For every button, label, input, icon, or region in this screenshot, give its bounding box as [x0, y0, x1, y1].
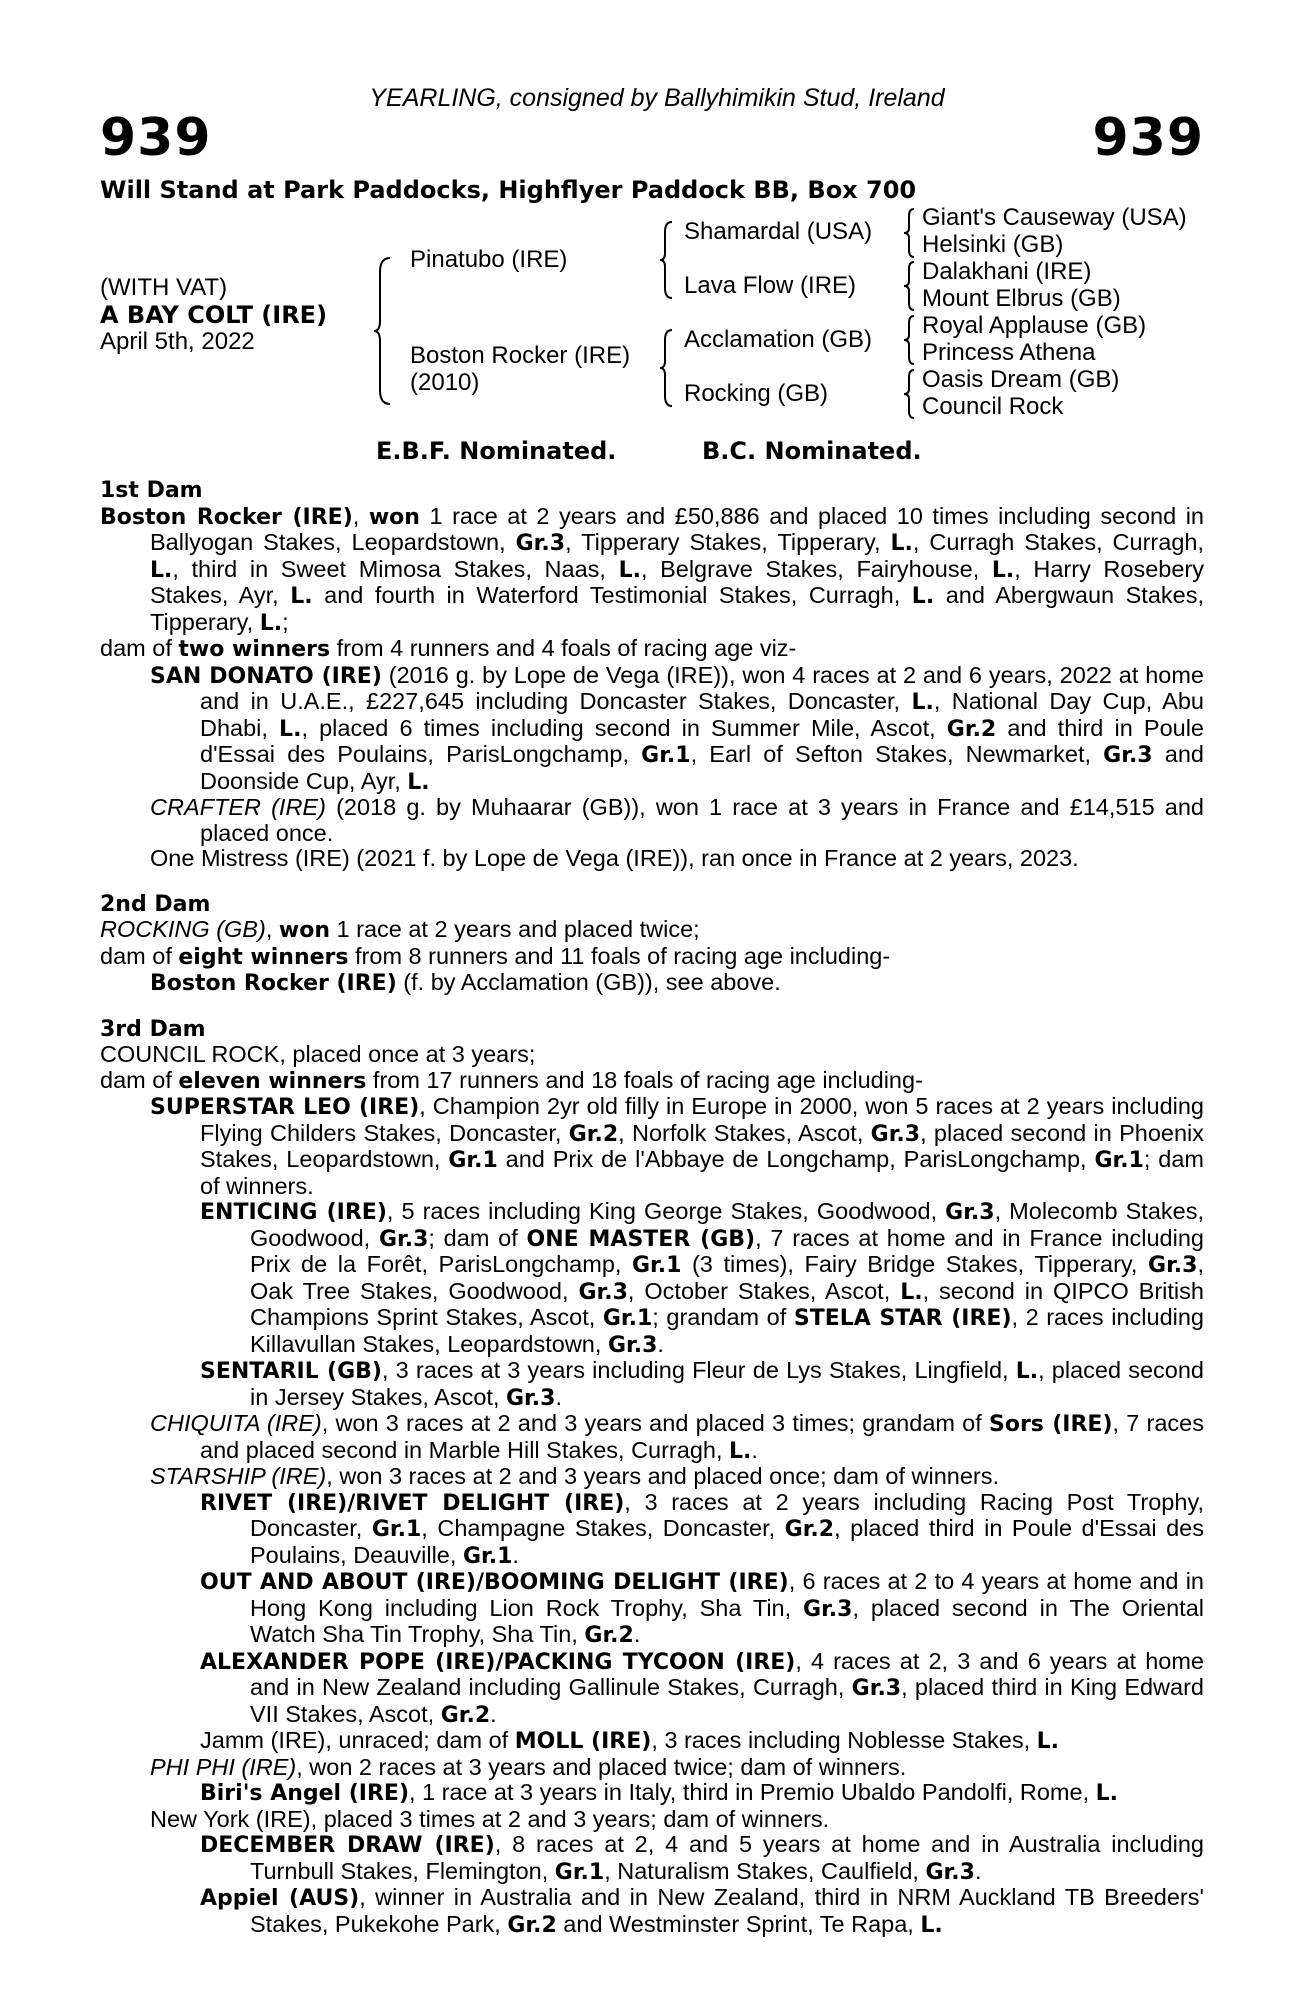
text: , third in Sweet Mimosa Stakes, Naas, — [172, 555, 619, 582]
text: , placed second in Phoenix Stakes, Leopardstown, — [200, 1119, 1204, 1172]
pedigree-entry — [100, 1885, 1204, 1938]
bold-text: Gr.3 — [578, 1279, 628, 1305]
bold-text: Gr.3 — [506, 1385, 556, 1411]
bold-text: Gr.3 — [803, 1596, 853, 1622]
text: ; grandam of — [652, 1304, 794, 1330]
dam-sire: Acclamation (GB) — [684, 326, 873, 353]
text: , placed 6 times including second in Summer Mile, Ascot, — [301, 714, 947, 741]
bold-text: Gr.3 — [1103, 743, 1153, 768]
bold-text: L. — [991, 557, 1015, 583]
grandsire-7: Oasis Dream (GB) — [922, 366, 1120, 393]
text: , 3 races at 3 years including Fleur de Lys Stakes, Lingfield, — [381, 1357, 1016, 1383]
bold-text: L. — [911, 690, 934, 715]
bold-text: Sors (IRE) — [989, 1412, 1113, 1437]
text: dam of — [100, 942, 179, 969]
bold-text: L. — [290, 584, 313, 609]
bold-text: SAN DONATO (IRE) — [150, 663, 382, 689]
text: , Champagne Stakes, Doncaster, — [421, 1515, 785, 1541]
text: , 1 race at 3 years in Italy, third in Premio Ubaldo Pandolfi, Rome, — [409, 1779, 1096, 1805]
bold-text: Boston Rocker (IRE) — [150, 971, 397, 996]
pedigree-entry — [100, 1358, 1204, 1411]
text: , Oak Tree Stakes, Goodwood, — [250, 1251, 1204, 1304]
italic-text: STARSHIP (IRE) — [150, 1463, 327, 1489]
text: , winner in Australia and in New Zealand, third in NRM Auckland TB Breeders' Stakes, Pukekohe Park, — [250, 1884, 1204, 1937]
bold-text: Gr.1 — [371, 1517, 422, 1542]
pedigree-entry — [100, 1094, 1204, 1199]
pedigree-entry — [100, 1755, 1204, 1781]
grandsire-1: Giant's Causeway (USA) — [922, 204, 1187, 231]
italic-text: CHIQUITA (IRE) — [150, 1410, 322, 1436]
pedigree-brace-g4 — [902, 368, 918, 420]
text: , 8 races at 2, 4 and 5 years at home and in Australia including Turnbull Stakes, Flemington, — [250, 1831, 1205, 1884]
text: , Molecomb Stakes, Goodwood, — [250, 1198, 1205, 1251]
ebf-nomination: E.B.F. Nominated. — [376, 437, 617, 465]
bold-text: SENTARIL (GB) — [200, 1359, 382, 1384]
bold-text: Gr.3 — [870, 1121, 921, 1147]
bold-text: Appiel (AUS) — [200, 1886, 360, 1911]
text: , Champion 2yr old filly in Europe in 2000, won 5 races at 2 years including Flying Childers Stakes, Doncaster, — [200, 1093, 1204, 1146]
pedigree-entry — [100, 944, 1204, 971]
text: COUNCIL ROCK, placed once at 3 years; — [100, 1041, 536, 1067]
text: 1 race at 2 years and £50,886 and placed 10 times including second in Ballyogan Stakes, Leopardstown, — [150, 502, 1204, 555]
text: , Curragh Stakes, Curragh, — [912, 529, 1204, 555]
text: , won 2 races at 3 years and placed twice; dam of winners. — [296, 1753, 907, 1780]
text: , — [352, 502, 369, 529]
bold-text: ENTICING (IRE) — [200, 1200, 387, 1225]
text: One Mistress (IRE) (2021 f. by Lope de Vega (IRE)), ran once in France at 2 years, 2023. — [150, 845, 1079, 871]
bold-text: Gr.2 — [946, 716, 997, 742]
pedigree-entry — [100, 1728, 1204, 1755]
bold-text: Gr.1 — [554, 1859, 605, 1885]
bold-text: ONE MASTER (GB) — [526, 1226, 756, 1252]
bold-text: DECEMBER DRAW (IRE) — [200, 1833, 495, 1858]
bold-text: Gr.1 — [641, 743, 691, 768]
text: ; — [282, 608, 289, 635]
bold-text: Gr.1 — [448, 1148, 498, 1173]
text: and fourth in Waterford Testimonial Stakes, Curragh, — [312, 582, 912, 608]
text: , Belgrave Stakes, Fairyhouse, — [640, 555, 992, 582]
pedigree-brace-dam — [658, 328, 676, 408]
bold-text: eleven winners — [178, 1068, 367, 1094]
sire-sire: Shamardal (USA) — [684, 218, 873, 245]
text: , 4 races at 2, 3 and 6 years at home and in New Zealand including Gallinule Stakes, Curragh, — [250, 1647, 1204, 1700]
text: (3 times), Fairy Bridge Stakes, Tipperary, — [681, 1251, 1149, 1277]
text: from 4 runners and 4 foals of racing age viz- — [330, 635, 797, 661]
pedigree-entry — [100, 1569, 1204, 1649]
bold-text: two winners — [178, 637, 331, 662]
bold-text: STELA STAR (IRE) — [793, 1306, 1012, 1331]
bold-text: L. — [1036, 1729, 1060, 1754]
pedigree-entry — [100, 1807, 1204, 1833]
bold-text: L. — [259, 610, 283, 636]
text: , placed second in Jersey Stakes, Ascot, — [250, 1357, 1204, 1410]
text: 1 race at 2 years and placed twice; — [329, 916, 700, 942]
italic-text: CRAFTER (IRE) — [150, 794, 326, 820]
bold-text: Gr.3 — [378, 1226, 429, 1252]
lot-number-right: 939 — [1092, 108, 1204, 168]
text: (f. by Acclamation (GB)), see above. — [396, 969, 781, 995]
text: Jamm (IRE), unraced; dam of — [200, 1727, 515, 1753]
pedigree-entry — [100, 1068, 1204, 1095]
bold-text: Gr.3 — [925, 1859, 975, 1885]
vat-label: (WITH VAT) — [100, 274, 228, 301]
text: . — [751, 1436, 758, 1463]
bold-text: ALEXANDER POPE (IRE)/PACKING TYCOON (IRE) — [200, 1649, 796, 1675]
grandsire-4: Mount Elbrus (GB) — [922, 285, 1121, 312]
bold-text: L. — [618, 557, 641, 583]
dam-dam: Rocking (GB) — [684, 380, 829, 407]
bold-text: OUT AND ABOUT (IRE)/BOOMING DELIGHT (IRE) — [200, 1570, 789, 1595]
text: , 3 races including Noblesse Stakes, — [651, 1727, 1037, 1753]
text: , placed third in King Edward VII Stakes, Ascot, — [250, 1674, 1204, 1727]
bold-text: Gr.1 — [602, 1306, 653, 1331]
grandsire-3: Dalakhani (IRE) — [922, 258, 1092, 285]
bold-text: L. — [890, 531, 913, 556]
grandsire-6: Princess Athena — [922, 339, 1096, 366]
text: , Earl of Sefton Stakes, Newmarket, — [690, 741, 1104, 767]
dam-heading: 3rd Dam — [100, 1016, 206, 1042]
text: and Doonside Cup, Ayr, — [200, 741, 1204, 794]
pedigree-entry — [100, 970, 1204, 997]
produce-record — [100, 478, 1204, 1938]
bold-text: Gr.3 — [945, 1200, 995, 1225]
bold-text: Gr.1 — [462, 1543, 513, 1569]
text: , placed third in Poule d'Essai des Poulains, Deauville, — [250, 1515, 1204, 1568]
text: . — [512, 1541, 519, 1568]
text: , won 3 races at 2 and 3 years and placed once; dam of winners. — [326, 1463, 1000, 1489]
text: , Norfolk Stakes, Ascot, — [618, 1119, 871, 1146]
text: . — [490, 1700, 497, 1727]
sire-name: Pinatubo (IRE) — [410, 246, 568, 273]
bold-text: RIVET (IRE)/RIVET DELIGHT (IRE) — [200, 1490, 625, 1516]
bold-text: L. — [150, 557, 173, 583]
grandsire-2: Helsinki (GB) — [922, 231, 1064, 258]
bold-text: Gr.3 — [607, 1332, 658, 1358]
text: , 2 races including Killavullan Stakes, Leopardstown, — [250, 1304, 1205, 1357]
bold-text: Gr.1 — [631, 1253, 682, 1278]
pedigree-brace-g1 — [902, 207, 918, 259]
text: from 8 runners and 11 foals of racing age including- — [348, 942, 891, 969]
bold-text: Gr.2 — [440, 1702, 491, 1728]
pedigree-brace-g2 — [902, 260, 918, 312]
text: , 7 races at home and in France including Prix de la Forêt, ParisLongchamp, — [250, 1224, 1204, 1277]
pedigree-entry — [100, 795, 1204, 846]
pedigree-brace-main — [372, 256, 396, 406]
bold-text: L. — [1095, 1781, 1119, 1806]
text: . — [633, 1621, 641, 1647]
pedigree-entry — [100, 1042, 1204, 1068]
pedigree-entry — [100, 1780, 1204, 1807]
text: , Harry Rosebery Stakes, Ayr, — [150, 555, 1205, 608]
bold-text: Gr.2 — [584, 1623, 634, 1648]
text: and third in Poule d'Essai des Poulains, ParisLongchamp, — [200, 714, 1204, 767]
bold-text: eight winners — [178, 944, 349, 970]
text: and Abergwaun Stakes, Tipperary, — [150, 582, 1204, 635]
text: , won 3 races at 2 and 3 years and placed 3 times; grandam of — [321, 1410, 989, 1436]
bold-text: won — [278, 918, 330, 943]
text: dam of — [100, 635, 179, 661]
text: New York (IRE), placed 3 times at 2 and 3 years; dam of winners. — [150, 1805, 830, 1832]
text: dam of — [100, 1066, 179, 1093]
text: , Naturalism Stakes, Caulfield, — [604, 1857, 926, 1884]
text: ; dam of — [428, 1224, 527, 1251]
bold-text: Gr.3 — [515, 531, 566, 556]
text: . — [657, 1330, 664, 1357]
text: , 6 races at 2 to 4 years at home and in Hong Kong including Lion Rock Trophy, Sha Tin, — [250, 1568, 1204, 1621]
bold-text: Gr.1 — [1094, 1148, 1144, 1173]
pedigree-entry — [100, 504, 1204, 637]
pedigree-entry — [100, 1649, 1204, 1729]
bold-text: Gr.3 — [851, 1676, 902, 1701]
text: , 3 races at 2 years including Racing Post Trophy, Doncaster, — [250, 1488, 1204, 1541]
bold-text: Biri's Angel (IRE) — [200, 1781, 410, 1806]
pedigree-entry — [100, 1832, 1204, 1885]
text: , — [265, 916, 279, 942]
dam-heading: 2nd Dam — [100, 891, 211, 917]
bold-text: won — [368, 504, 420, 530]
bold-text: Gr.2 — [568, 1121, 619, 1147]
bold-text: SUPERSTAR LEO (IRE) — [150, 1095, 420, 1120]
text: , second in QIPCO British Champions Sprint Stakes, Ascot, — [250, 1277, 1204, 1330]
dam-year: (2010) — [410, 369, 480, 396]
text: (2018 g. by Muhaarar (GB)), won 1 race at 3 years in France and £14,515 and placed once. — [200, 794, 1205, 846]
pedigree-brace-g3 — [902, 314, 918, 366]
lot-title: A BAY COLT (IRE) — [100, 301, 328, 329]
dam-heading: 1st Dam — [100, 478, 203, 503]
dam-name: Boston Rocker (IRE) — [410, 342, 631, 369]
bold-text: L. — [407, 769, 430, 795]
pedigree-entry — [100, 636, 1204, 663]
bold-text: L. — [911, 584, 935, 609]
grandsire-8: Council Rock — [922, 393, 1064, 420]
pedigree-brace-sire — [658, 220, 676, 300]
sire-dam: Lava Flow (IRE) — [684, 272, 857, 299]
pedigree-entry — [100, 1464, 1204, 1490]
bold-text: L. — [920, 1912, 943, 1938]
bold-text: Gr.3 — [1148, 1253, 1198, 1278]
text: and Prix de l'Abbaye de Longchamp, ParisLongchamp, — [497, 1146, 1095, 1172]
bold-text: MOLL (IRE) — [514, 1729, 652, 1754]
pedigree-entry — [100, 1199, 1204, 1358]
bold-text: Gr.2 — [507, 1912, 557, 1938]
text: (2016 g. by Lope de Vega (IRE)), won 4 races at 2 and 6 years, 2022 at home and in U.A.E., £227,645 including Doncaster Stakes, Doncaster, — [200, 661, 1204, 714]
text: , National Day Cup, Abu Dhabi, — [200, 688, 1204, 741]
text: , placed second in The Oriental Watch Sha Tin Trophy, Sha Tin, — [250, 1594, 1204, 1647]
text: from 17 runners and 18 foals of racing age including- — [366, 1066, 923, 1093]
pedigree-entry — [100, 846, 1204, 872]
lot-number-left: 939 — [100, 108, 212, 168]
bold-text: Boston Rocker (IRE) — [100, 504, 353, 530]
bold-text: L. — [1015, 1359, 1039, 1384]
foaling-date: April 5th, 2022 — [100, 328, 255, 355]
pedigree-entry — [100, 1490, 1204, 1570]
text: and Westminster Sprint, Te Rapa, — [556, 1910, 921, 1937]
text: , 5 races including King George Stakes, Goodwood, — [386, 1198, 946, 1224]
text: ; dam of winners. — [200, 1146, 1205, 1199]
bold-text: L. — [729, 1438, 752, 1464]
stand-location: Will Stand at Park Paddocks, Highflyer Paddock BB, Box 700 — [100, 176, 917, 204]
bold-text: L. — [900, 1279, 923, 1305]
pedigree-entry — [100, 917, 1204, 944]
text: , October Stakes, Ascot, — [627, 1277, 901, 1304]
pedigree-entry — [100, 663, 1204, 796]
bold-text: L. — [279, 716, 302, 742]
italic-text: ROCKING (GB) — [100, 916, 266, 942]
catalogue-header: YEARLING, consigned by Ballyhimikin Stud, Ireland — [369, 84, 945, 112]
text: . — [974, 1857, 982, 1884]
bc-nomination: B.C. Nominated. — [702, 437, 922, 465]
bold-text: Gr.2 — [784, 1517, 835, 1542]
italic-text: PHI PHI (IRE) — [150, 1753, 297, 1780]
text: , Tipperary Stakes, Tipperary, — [565, 529, 891, 555]
text: , 7 races and placed second in Marble Hill Stakes, Curragh, — [200, 1410, 1204, 1463]
text: . — [555, 1383, 562, 1410]
grandsire-5: Royal Applause (GB) — [922, 312, 1147, 339]
pedigree-entry — [100, 1411, 1204, 1464]
